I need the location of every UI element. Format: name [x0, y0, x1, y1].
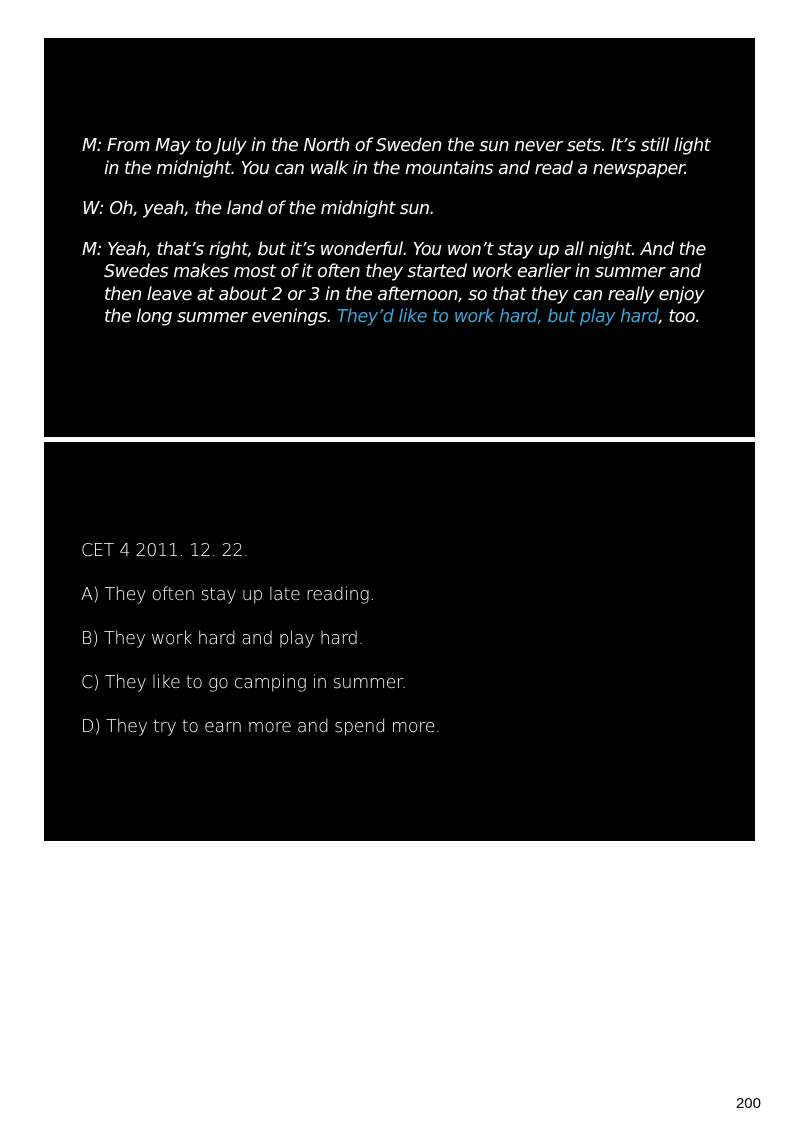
- dialogue-line-man-2-start: M: Yeah, that’s right, but it’s wonderful. You won’t stay up all night. And the Swedes makes most of it often they started work earlier in summer and then leave at about 2 or 3 in the afternoon, so that they can really enjoy the long summer evenings.: [82, 239, 706, 327]
- option-d: D) They try to earn more and spend more.: [81, 717, 441, 737]
- dialogue-line-man-2-end: , too.: [658, 307, 701, 327]
- option-a: A) They often stay up late reading.: [81, 585, 375, 605]
- page-number: 200: [735, 1095, 761, 1112]
- exam-source: CET 4 2011. 12. 22.: [81, 541, 249, 561]
- dialogue-line-man-1: M: From May to July in the North of Sweden the sun never sets. It’s still light in the midnight. You can walk in the mountains and read a newspaper.: [82, 136, 711, 179]
- option-b: B) They work hard and play hard.: [81, 629, 364, 649]
- dialogue-slide: [44, 38, 755, 437]
- question-block: [81, 540, 721, 760]
- question-slide: [44, 442, 755, 841]
- dialogue-text: [82, 135, 722, 329]
- answer-highlight: They’d like to work hard, but play hard: [336, 307, 659, 327]
- option-c: C) They like to go camping in summer.: [81, 673, 407, 693]
- dialogue-line-man-2: [82, 239, 722, 329]
- dialogue-line-woman: W: Oh, yeah, the land of the midnight sun.: [82, 199, 435, 219]
